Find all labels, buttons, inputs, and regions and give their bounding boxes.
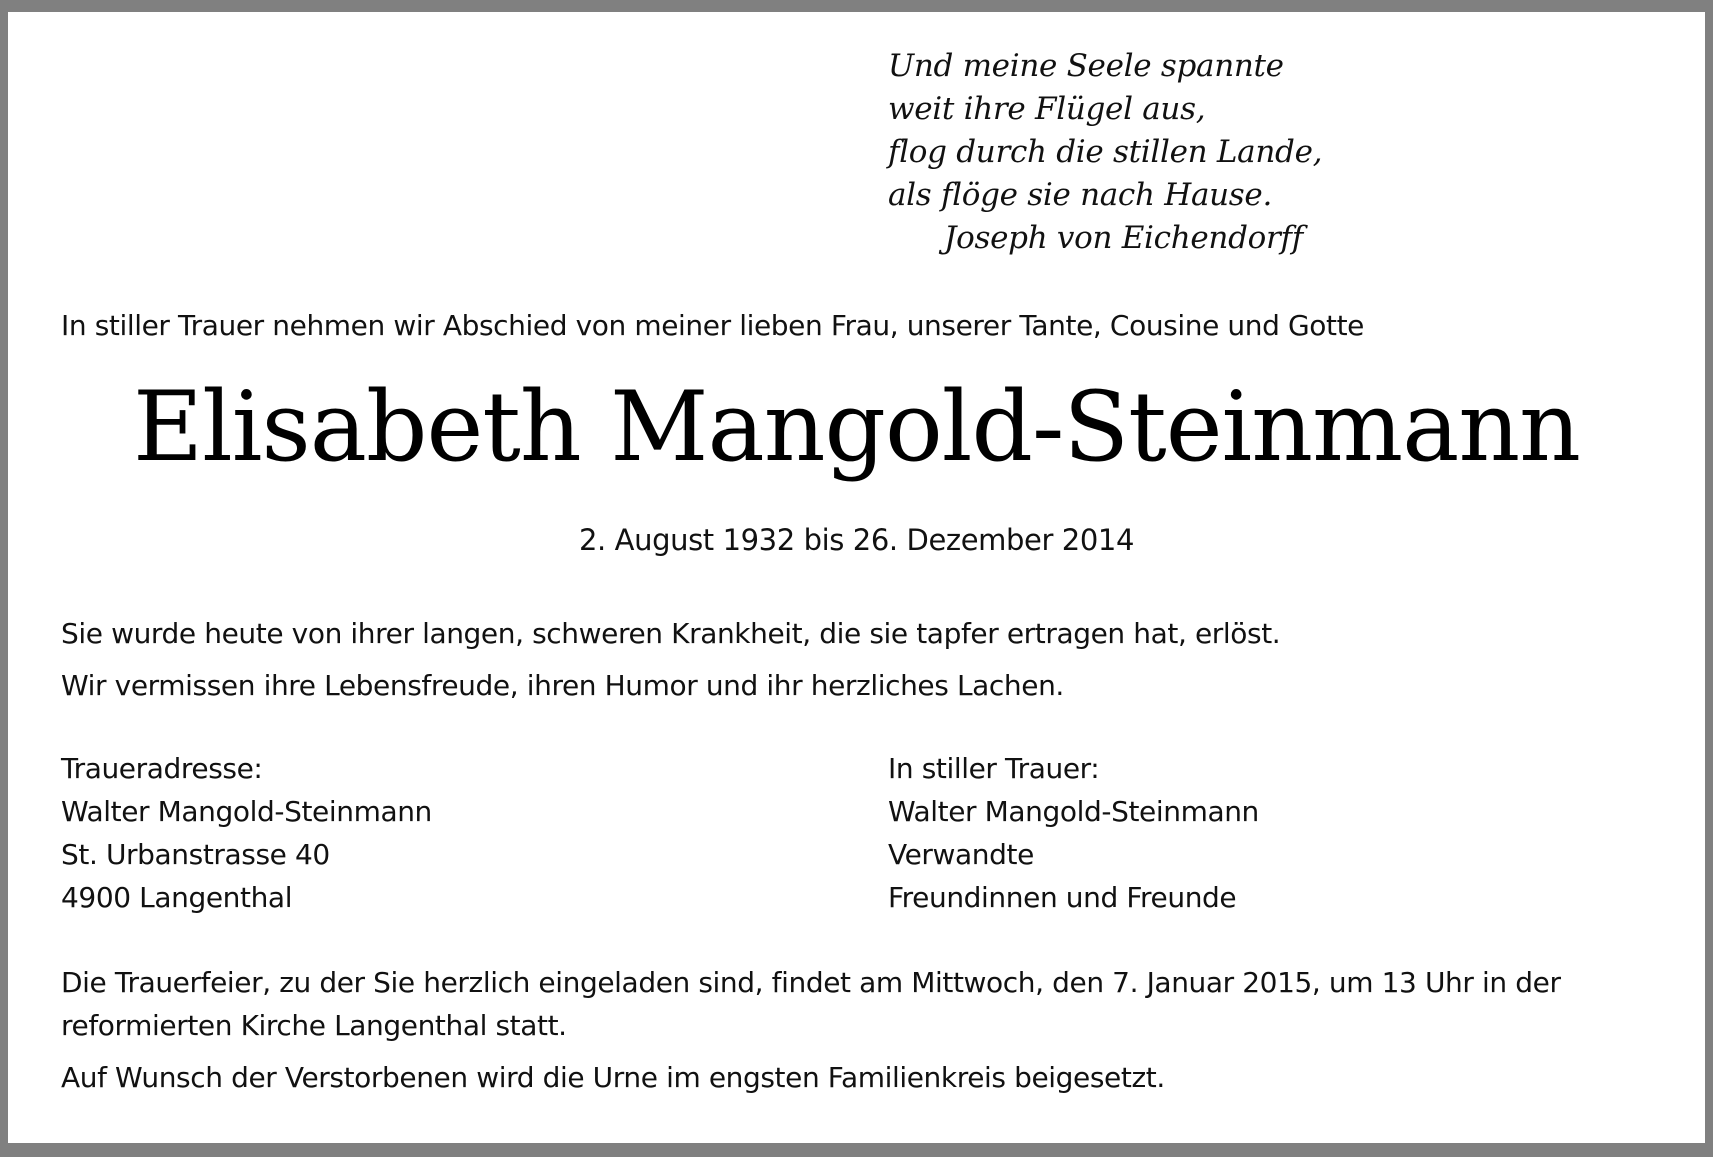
mourner-entry: Freundinnen und Freunde (888, 881, 1237, 914)
mourner-entry: Verwandte (888, 838, 1034, 871)
poem-line: weit ihre Flügel aus, (888, 91, 1206, 127)
mourning-address-line: 4900 Langenthal (61, 881, 293, 914)
funeral-service-text: Die Trauerfeier, zu der Sie herzlich eingeladen sind, findet am Mittwoch, den 7. Januar 2015, um 13 Uhr in der reformierten Kirche Langenthal statt. (61, 966, 1561, 1042)
memorial-text (61, 608, 1280, 712)
deceased-name: Elisabeth Mangold-Steinmann (133, 371, 1580, 483)
memorial-paragraph: Wir vermissen ihre Lebensfreude, ihren Humor und ihr herzliches Lachen. (61, 669, 1064, 702)
mourning-address-line: St. Urbanstrasse 40 (61, 838, 330, 871)
poem-line: als flöge sie nach Hause. (888, 177, 1272, 213)
funeral-details (61, 961, 1661, 1108)
poem-quote (888, 45, 1322, 260)
mourners-list (888, 747, 1259, 919)
poem-line: Und meine Seele spannte (888, 48, 1284, 84)
mourning-address-heading: Traueradresse: (61, 752, 263, 785)
mourners-heading: In stiller Trauer: (888, 752, 1100, 785)
mourning-address-line: Walter Mangold-Steinmann (61, 795, 432, 828)
mourner-entry: Walter Mangold-Steinmann (888, 795, 1259, 828)
poem-author: Joseph von Eichendorff (944, 220, 1303, 256)
intro-text: In stiller Trauer nehmen wir Abschied von meiner lieben Frau, unserer Tante, Cousine und Gotte (61, 309, 1364, 342)
memorial-paragraph: Sie wurde heute von ihrer langen, schweren Krankheit, die sie tapfer ertragen hat, erlöst. (61, 617, 1281, 650)
poem-line: flog durch die stillen Lande, (888, 134, 1323, 170)
life-dates: 2. August 1932 bis 26. Dezember 2014 (578, 523, 1135, 557)
mourning-address (61, 747, 432, 919)
burial-text: Auf Wunsch der Verstorbenen wird die Urne im engsten Familienkreis beigesetzt. (61, 1061, 1165, 1094)
